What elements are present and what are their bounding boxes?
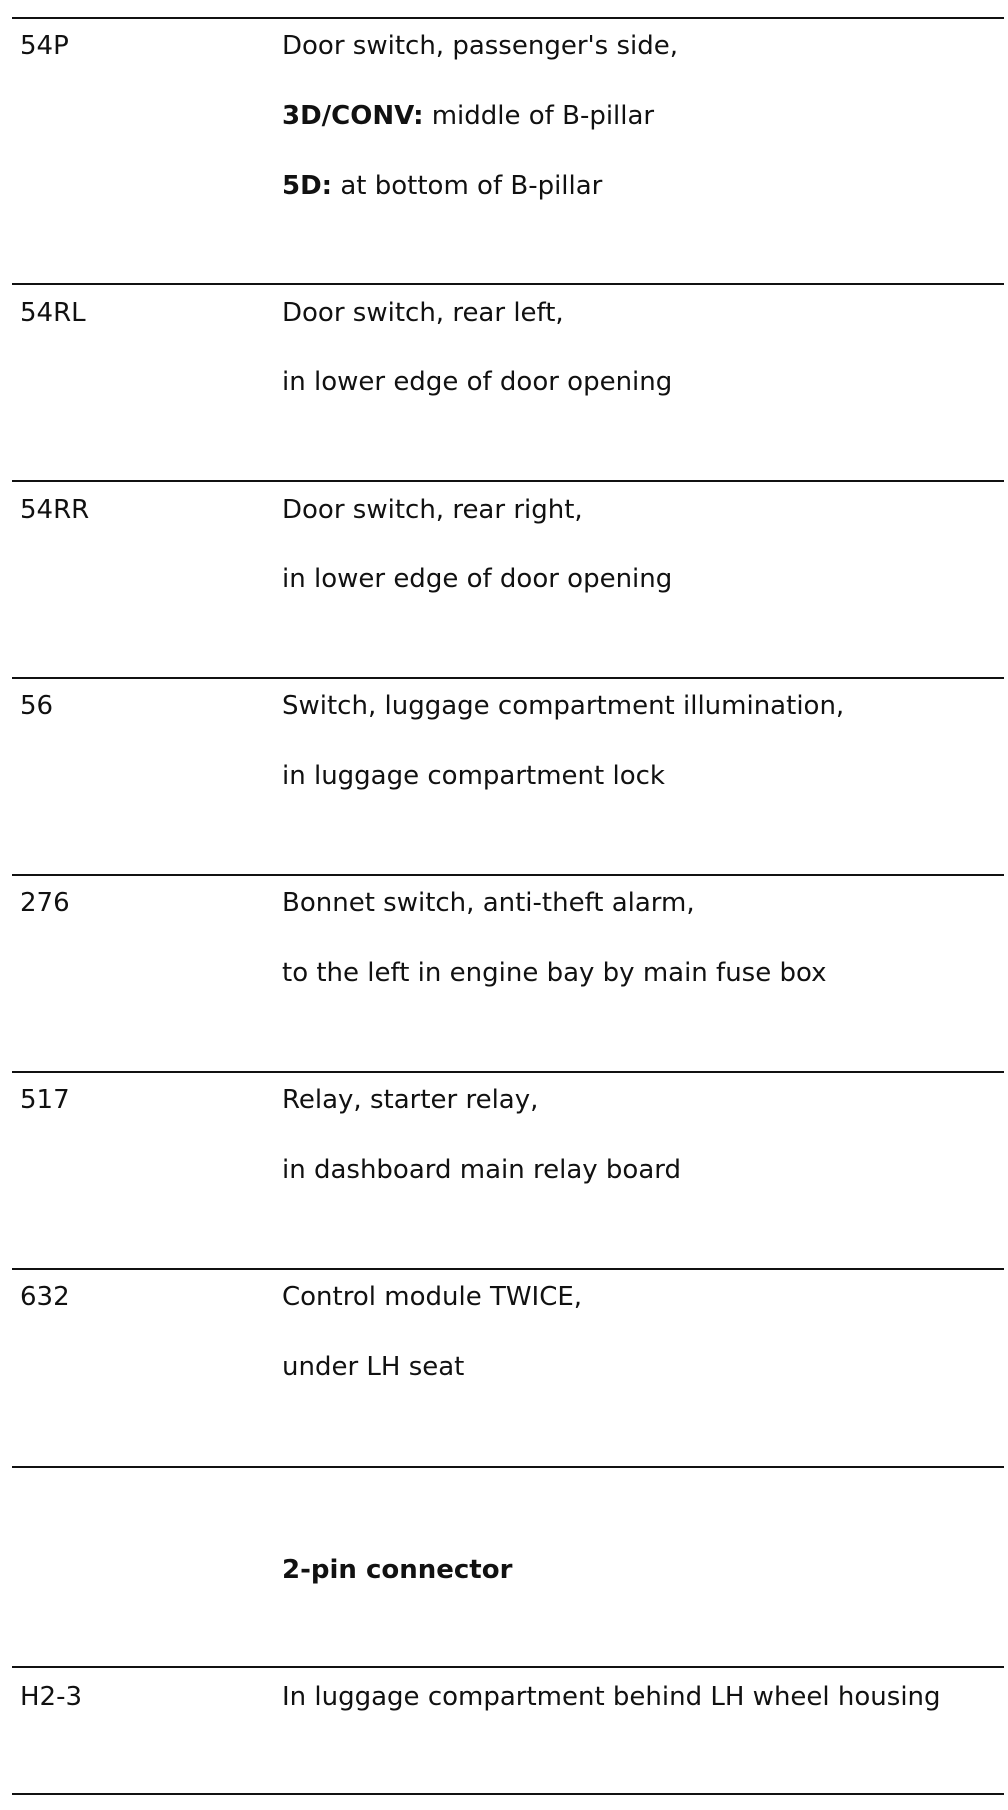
component-description: Switch, luggage compartment illumination, (282, 691, 845, 721)
table-rule (12, 1268, 1004, 1270)
component-location: in lower edge of door opening (282, 367, 673, 397)
component-code: 54RR (20, 495, 90, 525)
component-code: 632 (20, 1282, 70, 1312)
table-rule (12, 1466, 1004, 1468)
connector-location: In luggage compartment behind LH wheel housing (282, 1682, 941, 1712)
component-location: in lower edge of door opening (282, 564, 673, 594)
variant-label: 3D/CONV: (282, 101, 424, 131)
table-rule (12, 480, 1004, 482)
variant-location: middle of B-pillar (423, 101, 655, 131)
component-description: Relay, starter relay, (282, 1085, 539, 1115)
location-variant (282, 100, 654, 132)
component-location: in dashboard main relay board (282, 1155, 682, 1185)
component-code: 56 (20, 691, 54, 721)
table-rule (12, 1071, 1004, 1073)
variant-label: 5D: (282, 171, 333, 201)
table-rule (12, 1793, 1004, 1795)
component-code: 54P (20, 31, 69, 61)
component-code: 517 (20, 1085, 70, 1115)
component-description: Door switch, passenger's side, (282, 31, 679, 61)
table-rule (12, 677, 1004, 679)
component-code: 276 (20, 888, 70, 918)
location-variant (282, 170, 602, 202)
component-description: Door switch, rear left, (282, 298, 564, 328)
table-rule (12, 283, 1004, 285)
component-code: 54RL (20, 298, 86, 328)
component-description: Door switch, rear right, (282, 495, 583, 525)
connector-code: H2-3 (20, 1682, 83, 1712)
table-rule (12, 874, 1004, 876)
component-location: under LH seat (282, 1352, 465, 1382)
component-description: Control module TWICE, (282, 1282, 583, 1312)
variant-location: at bottom of B-pillar (332, 171, 603, 201)
section-heading: 2-pin connector (282, 1555, 513, 1585)
table-rule (12, 17, 1004, 19)
component-location: to the left in engine bay by main fuse box (282, 958, 827, 988)
component-location: in luggage compartment lock (282, 761, 665, 791)
component-description: Bonnet switch, anti-theft alarm, (282, 888, 695, 918)
table-rule (12, 1666, 1004, 1668)
